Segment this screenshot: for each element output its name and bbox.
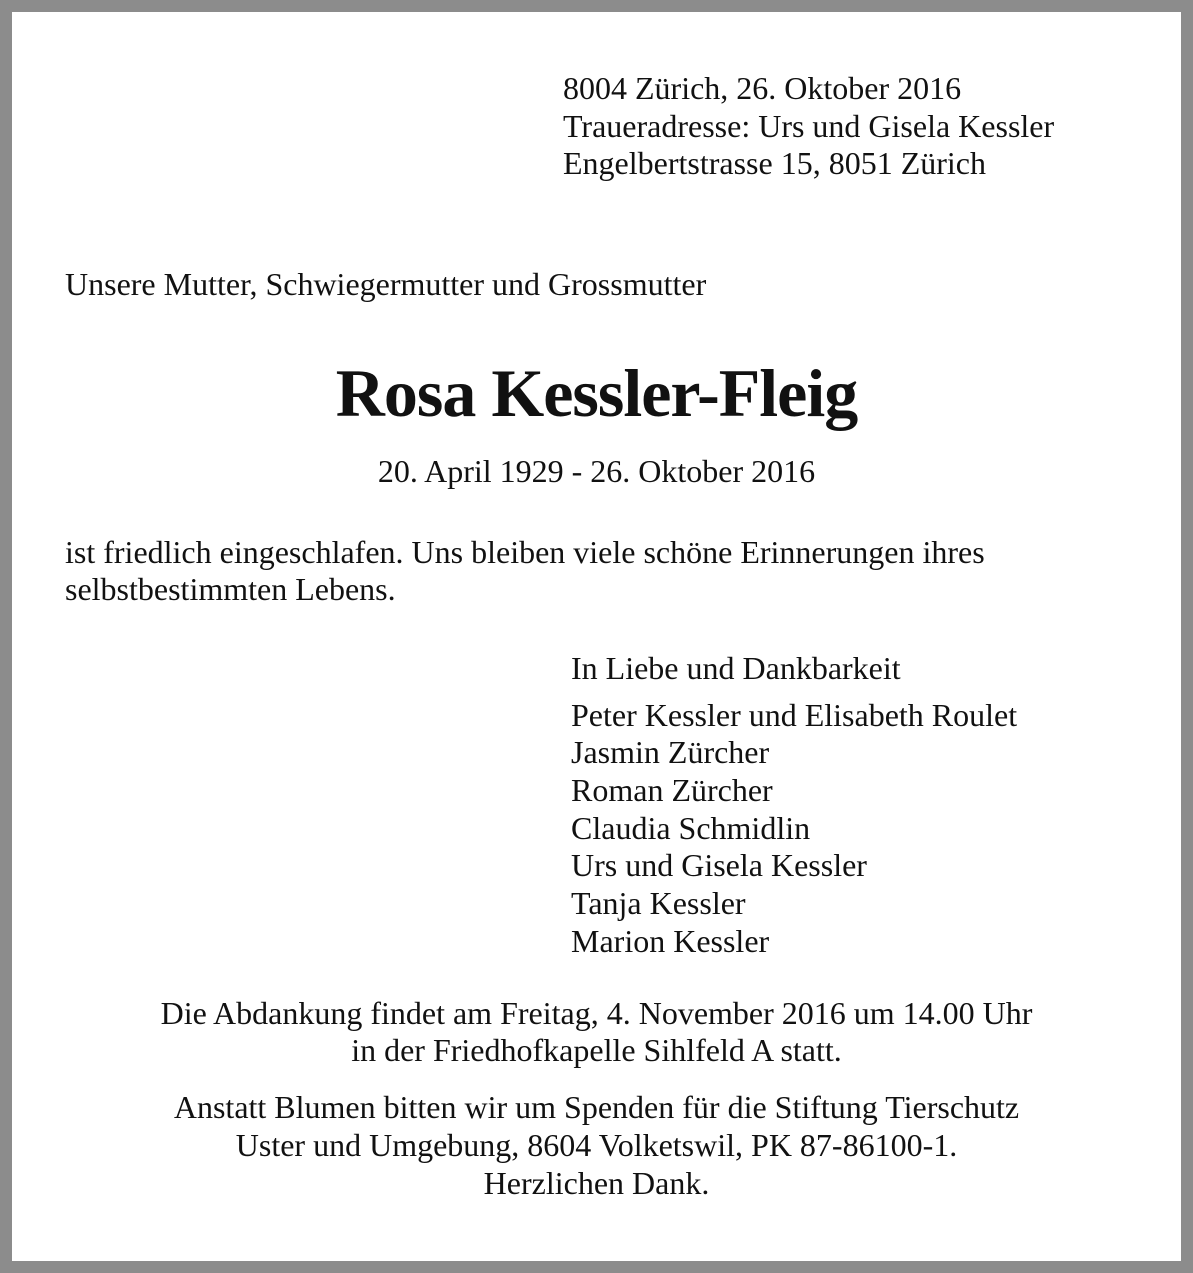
mourning-address-line-2: Engelbertstrasse 15, 8051 Zürich [563,145,986,181]
mourner-name: Peter Kessler und Elisabeth Roulet [571,697,1018,733]
intro-text: Unsere Mutter, Schwiegermutter und Grossmutter [65,266,707,302]
funeral-line-1: Die Abdankung findet am Freitag, 4. November 2016 um 14.00 Uhr [160,995,1033,1031]
message-line-1: ist friedlich eingeschlafen. Uns bleiben viele schöne Erinnerungen ihres [65,534,985,570]
mourning-address-line-1: Traueradresse: Urs und Gisela Kessler [563,108,1055,144]
mourner-name: Claudia Schmidlin [571,810,811,846]
funeral-line-2: in der Friedhofkapelle Sihlfeld A statt. [351,1032,842,1068]
mourner-name: Jasmin Zürcher [571,734,770,770]
place-date: 8004 Zürich, 26. Oktober 2016 [563,70,962,106]
mourner-name: Roman Zürcher [571,772,773,808]
mourner-name: Marion Kessler [571,923,770,959]
donation-line-1: Anstatt Blumen bitten wir um Spenden für die Stiftung Tierschutz [173,1089,1020,1125]
mourner-name: Urs und Gisela Kessler [571,847,867,883]
donation-line-2: Uster und Umgebung, 8604 Volketswil, PK 87-86100-1. [235,1127,958,1163]
mourner-name: Tanja Kessler [571,885,746,921]
message-line-2: selbstbestimmten Lebens. [65,571,396,607]
obituary-notice [12,12,1181,1261]
life-dates: 20. April 1929 - 26. Oktober 2016 [377,453,816,489]
closing-text: In Liebe und Dankbarkeit [571,650,901,686]
thanks-line: Herzlichen Dank. [483,1165,710,1201]
deceased-name: Rosa Kessler-Fleig [335,355,858,431]
